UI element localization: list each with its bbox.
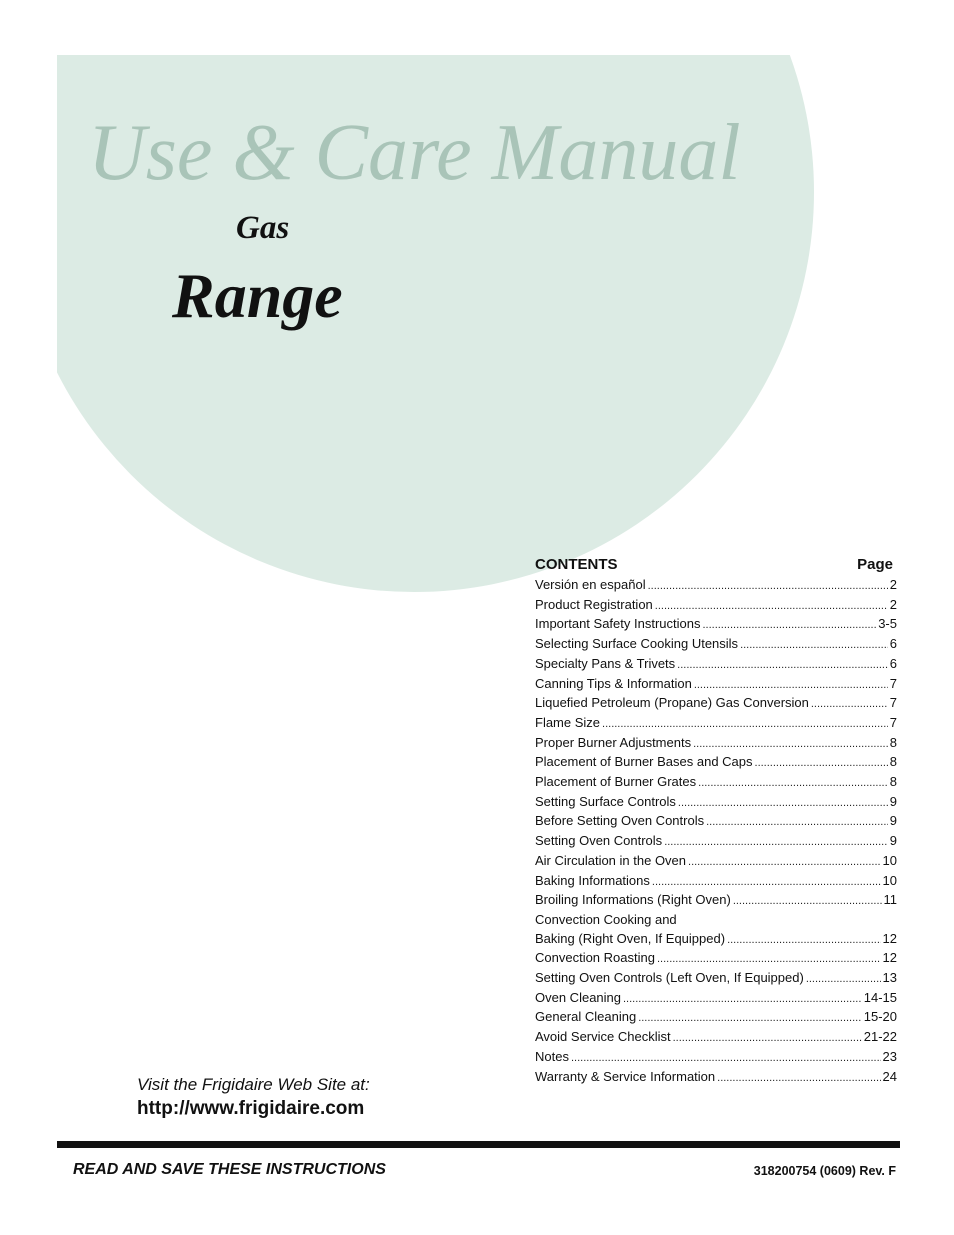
contents-entry-page: 23: [882, 1048, 897, 1064]
contents-entry-title: Versión en español: [535, 577, 646, 592]
contents-entry: [535, 1008, 897, 1028]
contents-entry: [535, 949, 897, 969]
contents-entry-title: Warranty & Service Information: [535, 1068, 716, 1084]
contents-entry-title: Baking Informations: [535, 872, 650, 888]
contents-entry-page: 12: [882, 930, 897, 946]
contents-entry-page: 11: [883, 892, 897, 908]
contents-entry: [535, 734, 897, 754]
contents-entry-page: 9: [889, 813, 897, 829]
contents-entry: [535, 930, 897, 950]
contents-entry-title: Product Registration: [535, 596, 653, 612]
contents-entry-title: Before Setting Oven Controls: [535, 813, 705, 829]
contents-entry-title: Canning Tips & Information: [535, 675, 692, 691]
contents-dot-leader: [698, 774, 888, 793]
contents-entry: [535, 1028, 897, 1048]
contents-entry-title: Flame Size: [535, 714, 601, 730]
contents-entry-title: Air Circulation in the Oven: [535, 852, 687, 868]
contents-entry: [535, 911, 897, 930]
contents-entry-page: 6: [889, 636, 897, 652]
contents-entry-page: 7: [889, 695, 897, 711]
contents-dot-leader: [727, 931, 880, 950]
contents-entry-title: Oven Cleaning: [535, 989, 621, 1005]
contents-entry-page: 7: [889, 675, 897, 691]
contents-dot-leader: [571, 1049, 881, 1068]
contents-entry: [535, 714, 897, 734]
contents-entry: [535, 891, 897, 911]
contents-entry-title: Setting Surface Controls: [535, 793, 676, 809]
contents-dot-leader: [648, 577, 888, 596]
contents-dot-leader: [702, 616, 876, 635]
website-url-link[interactable]: http://www.frigidaire.com: [137, 1098, 365, 1119]
page-column-heading: Page: [857, 556, 893, 573]
contents-entry-page: 13: [882, 970, 897, 986]
contents-entry-page: 3-5: [878, 616, 897, 632]
contents-entry-page: 15-20: [863, 1009, 897, 1025]
contents-entry-page: 21-22: [863, 1029, 897, 1045]
website-visit-text: Visit the Frigidaire Web Site at:: [137, 1075, 370, 1094]
contents-dot-leader: [688, 853, 881, 872]
contents-dot-leader: [677, 656, 888, 675]
contents-header: [535, 555, 897, 576]
contents-entry-title: Liquefied Petroleum (Propane) Gas Conversion: [535, 695, 809, 711]
contents-dot-leader: [740, 636, 888, 655]
contents-entry-title: Avoid Service Checklist: [535, 1029, 671, 1045]
contents-entry-page: 24: [882, 1068, 897, 1084]
contents-entry: [535, 852, 897, 872]
contents-entry-page: 8: [889, 774, 897, 790]
footer-instruction: READ AND SAVE THESE INSTRUCTIONS: [73, 1161, 386, 1178]
contents-dot-leader: [655, 597, 888, 616]
contents-entry: [535, 793, 897, 813]
contents-dot-leader: [638, 1009, 862, 1028]
contents-dot-leader: [693, 735, 888, 754]
contents-entry-page: 8: [889, 734, 897, 750]
contents-dot-leader: [694, 676, 888, 695]
contents-dot-leader: [602, 715, 888, 734]
contents-entry-page: 9: [889, 833, 897, 849]
contents-entry-page: 14-15: [863, 989, 897, 1005]
contents-entry: [535, 753, 897, 773]
contents-entry: [535, 872, 897, 892]
contents-entry-title: General Cleaning: [535, 1009, 637, 1025]
contents-entry-page: 12: [882, 950, 897, 966]
contents-entry: [535, 832, 897, 852]
contents-entry-title: Notes: [535, 1048, 569, 1064]
contents-entry-title: Convection Cooking and: [535, 911, 677, 927]
contents-entry-title: Placement of Burner Grates: [535, 774, 697, 790]
contents-entry-title: Setting Oven Controls: [535, 833, 663, 849]
contents-entry: [535, 596, 897, 616]
contents-entry-page: 10: [882, 872, 897, 888]
contents-heading: CONTENTS: [535, 556, 618, 573]
manual-title: Use & Care Manual: [88, 109, 741, 197]
contents-entry: [535, 675, 897, 695]
contents-entry-page: 2: [889, 596, 897, 612]
contents-entry-title: Important Safety Instructions: [535, 616, 701, 632]
contents-entry-page: 2: [889, 577, 897, 592]
contents-entry: [535, 635, 897, 655]
contents-entry-title: Placement of Burner Bases and Caps: [535, 754, 753, 770]
contents-entry: [535, 615, 897, 635]
contents-dot-leader: [678, 794, 888, 813]
contents-dot-leader: [706, 813, 888, 832]
contents-dot-leader: [673, 1029, 862, 1048]
contents-entry: [535, 773, 897, 793]
contents-entry-page: 10: [882, 852, 897, 868]
contents-entry-title: Specialty Pans & Trivets: [535, 655, 676, 671]
product-type-gas: Gas: [236, 210, 290, 246]
contents-dot-leader: [717, 1069, 880, 1088]
table-of-contents: [535, 555, 897, 1087]
contents-entry-page: 7: [889, 714, 897, 730]
contents-dot-leader: [733, 892, 882, 911]
contents-list: [535, 576, 897, 1087]
contents-dot-leader: [755, 754, 888, 773]
contents-dot-leader: [811, 695, 888, 714]
contents-entry-page: 9: [889, 793, 897, 809]
contents-entry: [535, 969, 897, 989]
contents-entry-title: Proper Burner Adjustments: [535, 734, 692, 750]
contents-entry-title: Setting Oven Controls (Left Oven, If Equipped): [535, 970, 804, 986]
contents-entry-title: Convection Roasting: [535, 950, 655, 966]
product-type-range: Range: [172, 260, 343, 331]
contents-dot-leader: [652, 873, 881, 892]
contents-entry-title: Baking (Right Oven, If Equipped): [535, 930, 726, 946]
contents-entry: [535, 576, 897, 596]
footer-part-number: 318200754 (0609) Rev. F: [753, 1164, 896, 1178]
contents-entry-title: Broiling Informations (Right Oven): [535, 892, 731, 908]
contents-entry: [535, 694, 897, 714]
contents-dot-leader: [664, 833, 888, 852]
contents-entry-page: 6: [889, 655, 897, 671]
contents-entry-title: Selecting Surface Cooking Utensils: [535, 636, 739, 652]
footer-divider: [57, 1141, 900, 1148]
contents-entry-page: 8: [889, 754, 897, 770]
contents-entry: [535, 812, 897, 832]
contents-dot-leader: [623, 990, 862, 1009]
contents-dot-leader: [657, 950, 881, 969]
contents-entry: [535, 1048, 897, 1068]
contents-dot-leader: [806, 970, 881, 989]
contents-entry: [535, 1068, 897, 1088]
contents-entry: [535, 989, 897, 1009]
contents-entry: [535, 655, 897, 675]
